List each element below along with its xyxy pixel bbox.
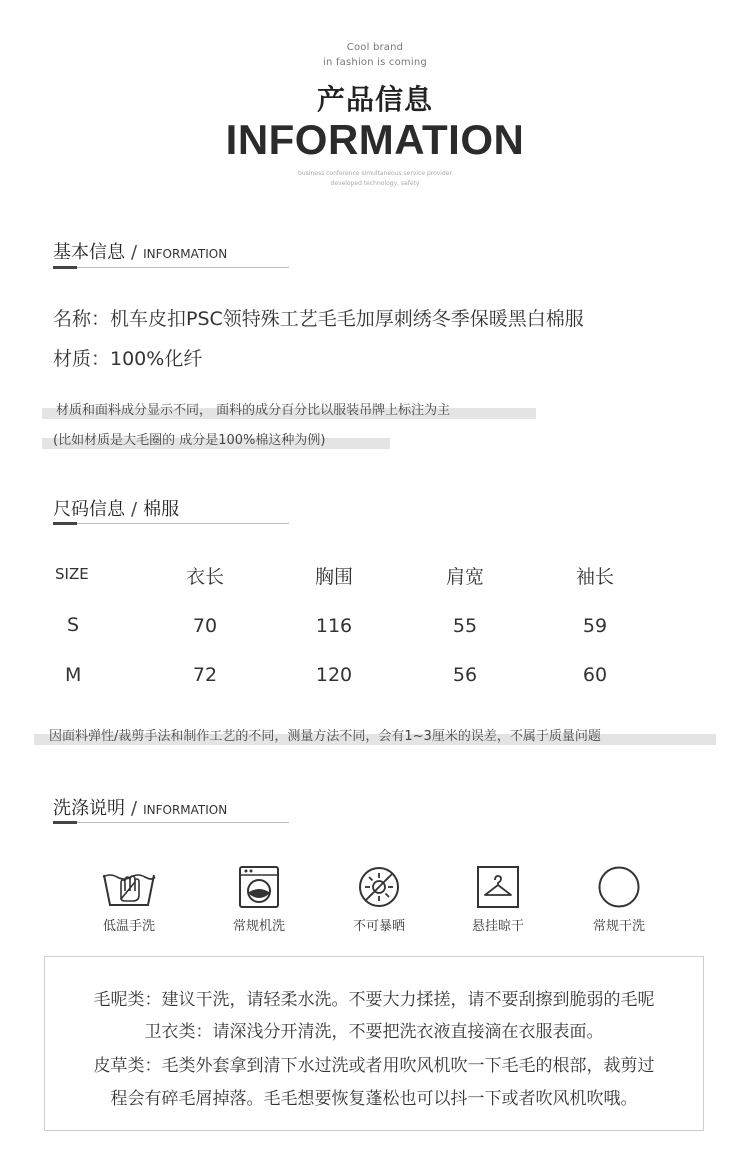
heading-slash: / <box>131 798 138 819</box>
size-table-cell: 55 <box>452 615 478 637</box>
section-divider <box>53 267 289 268</box>
page-title-en: INFORMATION <box>225 116 525 163</box>
size-table-cell: M <box>65 664 82 686</box>
size-table-cell: 116 <box>315 615 353 637</box>
size-table-header-size: SIZE <box>55 565 89 583</box>
brand-line-1: Cool brand <box>346 42 404 53</box>
section-divider-accent <box>53 266 77 269</box>
care-line: 卫衣类：请深浅分开清洗，不要把洗衣液直接滴在衣服表面。 <box>144 1022 604 1042</box>
wash-info-heading-sub: INFORMATION <box>143 803 228 817</box>
size-table-cell: S <box>67 614 80 636</box>
basic-info-heading-text: 基本信息 <box>53 242 125 263</box>
heading-slash: / <box>131 499 138 520</box>
size-table-header-sleeve: 袖长 <box>575 566 614 588</box>
care-line: 皮草类：毛类外套拿到清下水过洗或者用吹风机吹一下毛毛的根部，裁剪过 <box>93 1056 655 1076</box>
brand-line-2: in fashion is coming <box>323 57 427 68</box>
size-info-heading <box>53 495 179 521</box>
material-note-1: 材质和面料成分显示不同， 面料的成分百分比以服装吊牌上标注为主 <box>56 403 451 418</box>
wash-label: 低温手洗 <box>102 919 155 934</box>
size-table-cell: 59 <box>582 615 608 637</box>
washing-machine-icon <box>237 865 281 909</box>
size-table-header-shoulder: 肩宽 <box>445 566 484 588</box>
size-table-cell: 120 <box>315 664 353 686</box>
wash-label: 不可暴晒 <box>352 919 405 934</box>
dry-clean-icon <box>597 865 641 909</box>
size-table-cell: 72 <box>192 664 218 686</box>
size-table-header-length: 衣长 <box>185 566 224 588</box>
wash-item <box>74 865 184 934</box>
product-material: 材质：100%化纤 <box>53 348 203 370</box>
size-table-cell: 70 <box>192 615 218 637</box>
size-info-heading-text: 尺码信息 <box>53 499 125 520</box>
section-divider <box>53 822 289 823</box>
wash-item <box>443 865 553 934</box>
size-note: 因面料弹性/裁剪手法和制作工艺的不同，测量方法不同，会有1~3厘米的误差，不属于质量问题 <box>49 729 601 744</box>
hanger-icon <box>476 865 520 909</box>
heading-slash: / <box>131 242 138 263</box>
tagline-line-1: business conference simultaneous service provider <box>298 170 452 177</box>
no-sun-icon <box>357 865 401 909</box>
size-table-cell: 56 <box>452 664 478 686</box>
wash-info-heading-text: 洗涤说明 <box>53 798 125 819</box>
wash-item <box>324 865 434 934</box>
page-title-cn: 产品信息 <box>316 83 433 116</box>
care-line: 程会有碎毛屑掉落。毛毛想要恢复蓬松也可以抖一下或者吹风机吹哦。 <box>110 1089 638 1109</box>
care-line: 毛呢类：建议干洗，请轻柔水洗。不要大力揉搓，请不要刮擦到脆弱的毛呢 <box>93 990 655 1010</box>
wash-label: 常规干洗 <box>592 919 645 934</box>
basic-info-heading-sub: INFORMATION <box>143 247 228 261</box>
size-table-cell: 60 <box>582 664 608 686</box>
hand-wash-icon <box>101 865 157 909</box>
size-info-heading-sub: 棉服 <box>143 499 180 520</box>
wash-label: 常规机洗 <box>232 919 285 934</box>
material-note-2: (比如材质是大毛圈的 成分是100%棉这种为例) <box>53 433 326 448</box>
product-name: 名称：机车皮扣PSC领特殊工艺毛毛加厚刺绣冬季保暖黑白棉服 <box>53 308 584 330</box>
size-table-header-chest: 胸围 <box>314 566 353 588</box>
section-divider-accent <box>53 522 77 525</box>
section-divider-accent <box>53 821 77 824</box>
wash-info-heading <box>53 794 227 820</box>
wash-item <box>204 865 314 934</box>
tagline-line-2: developed technology, safety <box>330 180 420 187</box>
wash-label: 悬挂晾干 <box>471 919 524 934</box>
basic-info-heading <box>53 238 227 264</box>
wash-item <box>564 865 674 934</box>
section-divider <box>53 523 289 524</box>
